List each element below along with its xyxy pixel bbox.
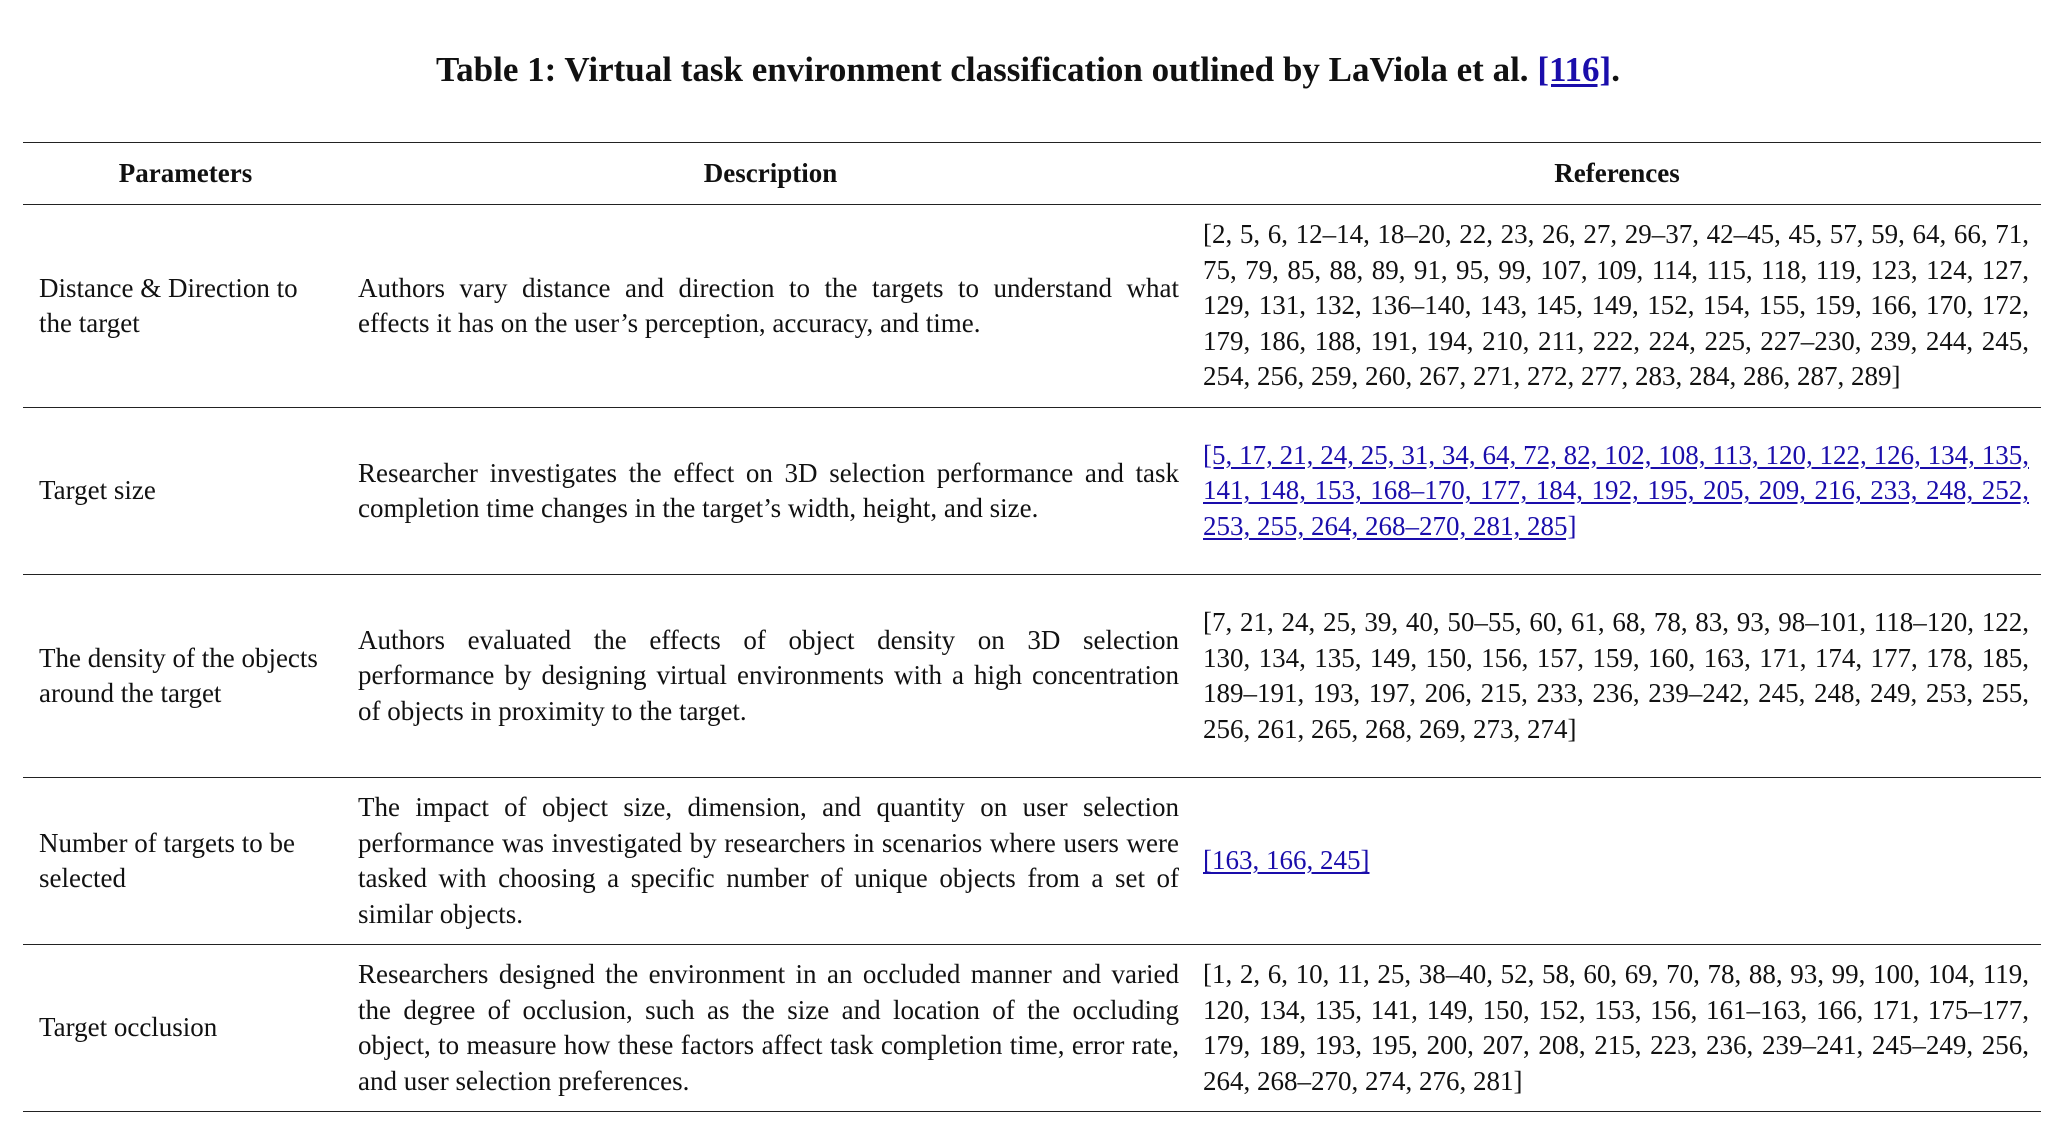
references-cell [1193,778,2041,945]
description-cell: Authors vary distance and direction to the targets to understand what effects it has on the user’s perception, accuracy, and time. [358,272,1179,338]
table-caption [0,46,2056,94]
classification-table-container [23,142,2041,1112]
description-cell: The impact of object size, dimension, and quantity on user selection performance was investigated by researchers in scenarios where users were tasked with choosing a specific number of unique objects from a set of similar objects. [358,792,1179,929]
table-row [23,408,2041,575]
header-description: Description [703,157,838,188]
classification-table [23,142,2041,1112]
description-cell: Researchers designed the environment in an occluded manner and varied the degree of occlusion, such as the size and location of the occluding object, to measure how these factors affect task completion time, error rate, and user selection preferences. [358,959,1179,1096]
header-references: References [1554,157,1680,188]
parameter-cell: The density of the objects around the target [39,642,318,708]
parameter-cell: Target size [39,475,156,506]
caption-text: Table 1: Virtual task environment classification outlined by LaViola et al. [436,50,1529,89]
table-row [23,945,2041,1112]
references-link[interactable]: [163, 166, 245] [1203,845,1370,876]
references-cell: [7, 21, 24, 25, 39, 40, 50–55, 60, 61, 68, 78, 83, 93, 98–101, 118–120, 122, 130, 134, 135, 149, 150, 156, 157, 159, 160, 163, 171, 174, 177, 178, 185, 189–191, 193, 197, 206, 215, 233, 236, 239–242, 245, 248, 249, 253, 255, 256, 261, 265, 268, 269, 273, 274] [1203,607,2029,744]
table-row [23,778,2041,945]
table-row [23,575,2041,778]
table-header [23,143,2041,205]
caption-period: . [1611,50,1620,89]
parameter-cell: Target occlusion [39,1012,218,1043]
caption-citation-link[interactable]: [116] [1537,50,1612,89]
header-parameters: Parameters [118,157,253,188]
table-body [23,205,2041,1112]
description-cell: Researcher investigates the effect on 3D selection performance and task completion time changes in the target’s width, height, and size. [358,457,1179,523]
parameter-cell: Number of targets to be selected [39,827,295,893]
references-cell: [1, 2, 6, 10, 11, 25, 38–40, 52, 58, 60, 69, 70, 78, 88, 93, 99, 100, 104, 119, 120, 134, 135, 141, 149, 150, 152, 153, 156, 161–163, 166, 171, 175–177, 179, 189, 193, 195, 200, 207, 208, 215, 223, 236, 239–241, 245–249, 256, 264, 268–270, 274, 276, 281] [1203,959,2029,1096]
description-cell: Authors evaluated the effects of object density on 3D selection performance by designing virtual environments with a high concentration of objects in proximity to the target. [358,624,1179,726]
references-cell: [2, 5, 6, 12–14, 18–20, 22, 23, 26, 27, 29–37, 42–45, 45, 57, 59, 64, 66, 71, 75, 79, 85, 88, 89, 91, 95, 99, 107, 109, 114, 115, 118, 119, 123, 124, 127, 129, 131, 132, 136–140, 143, 145, 149, 152, 154, 155, 159, 166, 170, 172, 179, 186, 188, 191, 194, 210, 211, 222, 224, 225, 227–230, 239, 244, 245, 254, 256, 259, 260, 267, 271, 272, 277, 283, 284, 286, 287, 289] [1203,219,2029,392]
references-link[interactable]: [5, 17, 21, 24, 25, 31, 34, 64, 72, 82, 102, 108, 113, 120, 122, 126, 134, 135, 141, 148, 153, 168–170, 177, 184, 192, 195, 205, 209, 216, 233, 248, 252, 253, 255, 264, 268–270, 281, 285] [1203,439,2029,541]
parameter-cell: Distance & Direction to the target [39,272,298,338]
header-row [23,143,2041,205]
table-row [23,205,2041,408]
references-cell [1193,408,2041,575]
